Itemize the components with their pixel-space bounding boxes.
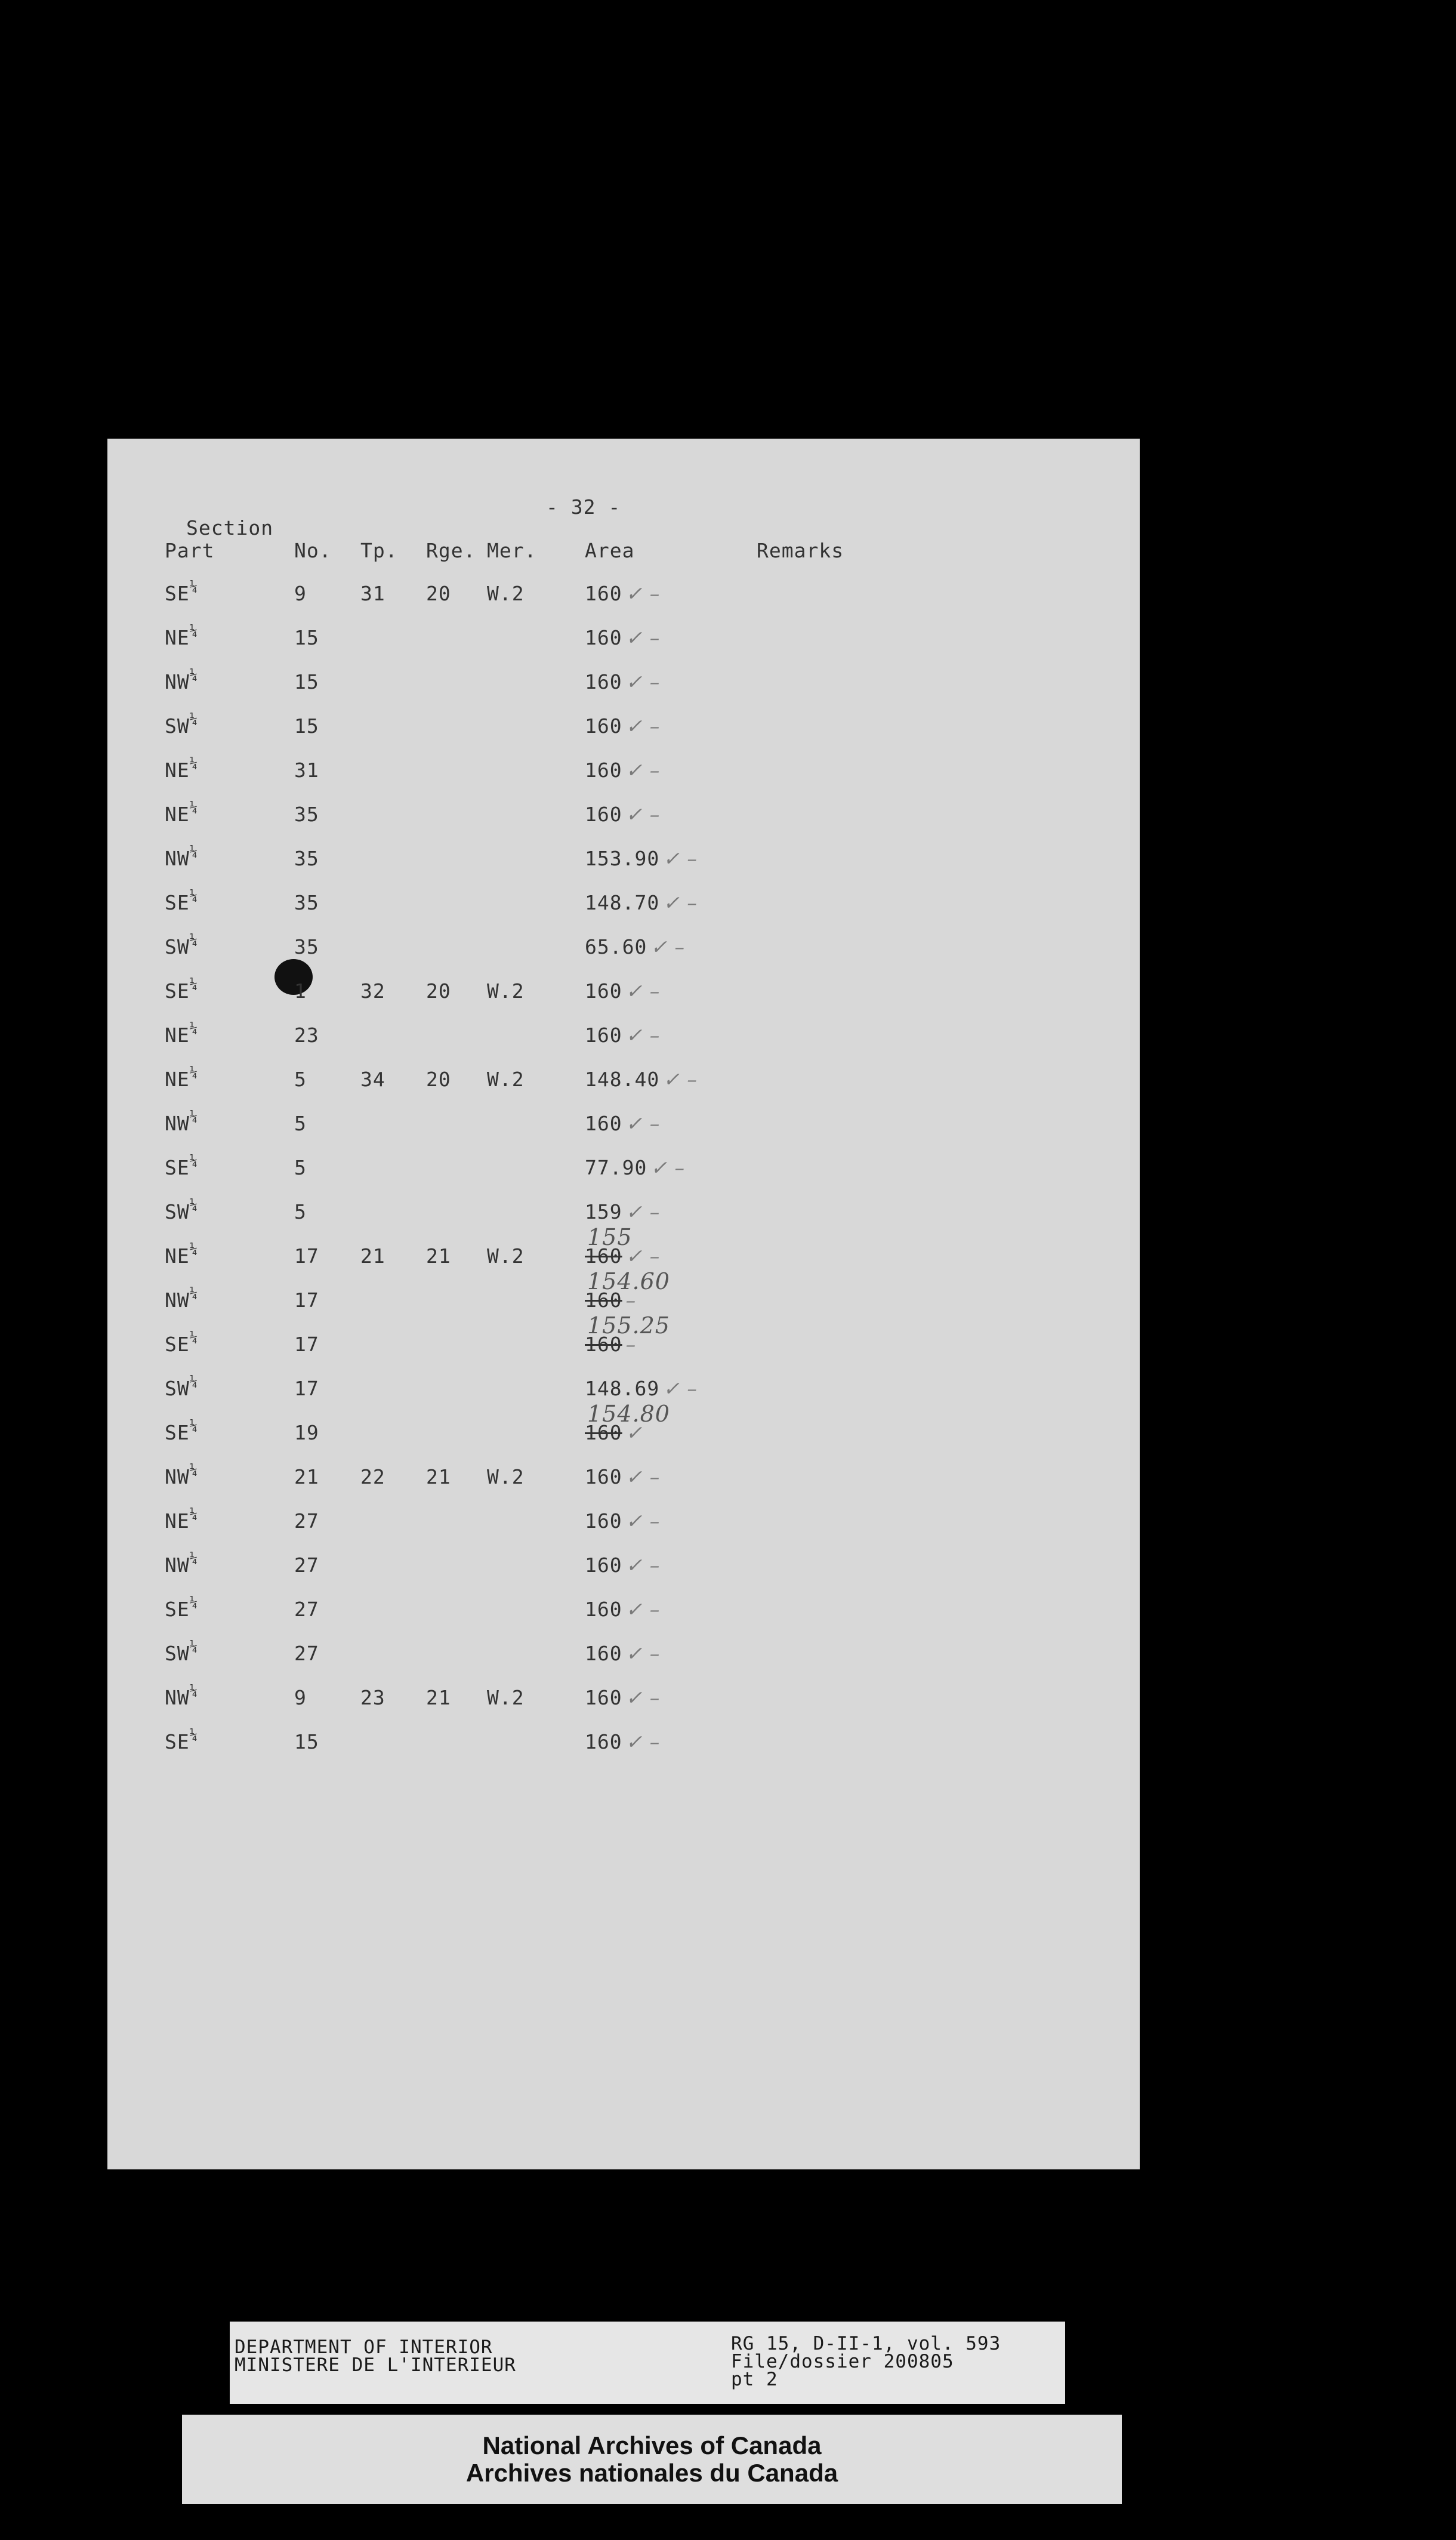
cell-area [585,670,660,693]
check-mark: ✓ – [663,1377,698,1400]
cell-area [585,1598,660,1621]
archive-name-french: Archives nationales du Canada [465,2459,838,2487]
area-value: 160 [585,1244,622,1268]
area-value: 65.60 [585,935,647,958]
check-mark: ✓ – [663,847,698,870]
quarter-fraction: ¼ [189,712,198,727]
cell-no: 35 [294,935,319,958]
quarter-fraction: ¼ [189,1330,198,1345]
cell-area [585,1024,660,1047]
cell-part [165,626,198,649]
part-text: SE [165,1421,190,1444]
part-text: NE [165,1244,190,1268]
quarter-fraction: ¼ [189,933,198,948]
cell-part [165,670,198,693]
quarter-fraction: ¼ [189,800,198,815]
check-mark: ✓ – [625,1465,661,1488]
cell-area [585,1068,698,1091]
cell-area [585,582,660,605]
punch-hole [274,959,313,995]
area-value: 160 [585,582,622,605]
quarter-fraction: ¼ [189,1595,198,1610]
cell-part [165,1156,198,1179]
check-mark: ✓ – [625,803,661,826]
cell-no: 5 [294,1112,307,1135]
cell-part [165,1244,198,1268]
cell-no: 9 [294,1686,307,1709]
cell-area [585,1553,660,1577]
cell-mer: W.2 [487,1244,525,1268]
area-value: 160 [585,670,622,693]
cell-mer: W.2 [487,1686,525,1709]
part-text: NE [165,1068,190,1091]
quarter-fraction: ¼ [189,1463,198,1478]
reference-part: pt 2 [731,2369,778,2390]
check-mark: – [625,1333,637,1356]
part-text: NE [165,1509,190,1533]
cell-no: 15 [294,714,319,738]
area-value: 160 [585,714,622,738]
part-text: NE [165,803,190,826]
cell-part [165,1465,198,1488]
part-text: NW [165,1686,190,1709]
department-english: DEPARTMENT OF INTERIOR [235,2336,493,2358]
part-text: NE [165,626,190,649]
cell-no: 31 [294,759,319,782]
cell-area [585,1377,698,1400]
check-mark: ✓ – [625,1200,661,1223]
part-text: SW [165,714,190,738]
cell-no: 21 [294,1465,319,1488]
cell-mer: W.2 [487,979,525,1003]
cell-no: 35 [294,847,319,870]
area-value: 148.70 [585,891,660,914]
cell-area [585,1112,660,1135]
cell-part [165,1421,198,1444]
cell-tp: 22 [360,1465,385,1488]
quarter-fraction: ¼ [189,1065,198,1080]
cell-part [165,1686,198,1709]
cell-no: 17 [294,1289,319,1312]
cell-rge: 21 [426,1244,451,1268]
part-text: NE [165,759,190,782]
header-area: Area [585,539,635,562]
cell-rge: 20 [426,979,451,1003]
cell-area [585,1156,685,1179]
cell-tp: 23 [360,1686,385,1709]
area-value: 160 [585,1289,622,1312]
cell-part [165,1509,198,1533]
cell-area [585,714,660,738]
check-mark: – [625,1289,637,1312]
cell-tp: 32 [360,979,385,1003]
part-text: NW [165,1289,190,1312]
department-french: MINISTERE DE L'INTERIEUR [235,2354,516,2376]
area-value: 159 [585,1200,622,1223]
part-text: SW [165,935,190,958]
cell-part [165,844,198,870]
quarter-fraction: ¼ [189,1286,198,1301]
part-text: SE [165,979,190,1003]
area-value: 160 [585,1598,622,1621]
cell-part [165,579,198,605]
cell-mer: W.2 [487,1465,525,1488]
header-mer: Mer. [487,539,537,562]
cell-tp: 31 [360,582,385,605]
quarter-fraction: ¼ [189,1419,198,1434]
handwritten-correction: 154.80 [587,1401,670,1427]
area-value: 160 [585,759,622,782]
cell-no: 5 [294,1200,307,1223]
handwritten-correction: 155.25 [587,1312,670,1339]
cell-rge: 21 [426,1686,451,1709]
area-value: 160 [585,1730,622,1753]
header-tp: Tp. [360,539,398,562]
cell-part [165,756,198,782]
quarter-fraction: ¼ [189,756,198,771]
header-rge: Rge. [426,539,476,562]
area-value: 160 [585,1024,622,1047]
cell-rge: 21 [426,1465,451,1488]
area-value: 153.90 [585,847,660,870]
cell-area [585,847,698,870]
area-value: 160 [585,1112,622,1135]
cell-part [165,1553,198,1577]
handwritten-correction: 154.60 [587,1268,670,1294]
cell-no: 27 [294,1553,319,1577]
quarter-fraction: ¼ [189,1109,198,1124]
area-value: 148.40 [585,1068,660,1091]
check-mark: ✓ – [625,1642,661,1665]
check-mark: ✓ – [625,1509,661,1533]
cell-part [165,979,198,1003]
archive-name-english: National Archives of Canada [482,2431,822,2459]
check-mark: ✓ – [650,935,685,958]
area-value: 160 [585,1509,622,1533]
part-text: SE [165,582,190,605]
page-number: - 32 - [546,495,621,519]
cell-area [585,935,685,958]
area-value: 160 [585,979,622,1003]
check-mark: ✓ – [625,582,661,605]
cell-area [585,1730,660,1753]
cell-no: 15 [294,670,319,693]
quarter-fraction: ¼ [189,1507,198,1522]
cell-part [165,1286,198,1312]
document-page [107,439,1140,2169]
check-mark: ✓ – [625,626,661,649]
cell-no: 5 [294,1156,307,1179]
header-remarks: Remarks [757,539,844,562]
check-mark: ✓ – [625,759,661,782]
quarter-fraction: ¼ [189,1374,198,1389]
area-value: 160 [585,1553,622,1577]
archive-name-banner [182,2415,1122,2504]
quarter-fraction: ¼ [189,624,198,639]
cell-no: 35 [294,803,319,826]
part-text: NW [165,670,190,693]
check-mark: ✓ [625,1421,643,1444]
cell-part [165,891,198,914]
check-mark: ✓ – [625,1112,661,1135]
header-part: Part [165,539,215,562]
area-value: 160 [585,1333,622,1356]
cell-no: 23 [294,1024,319,1047]
quarter-fraction: ¼ [189,1728,198,1743]
cell-area [585,891,698,914]
check-mark: ✓ – [663,1068,698,1091]
cell-part [165,1021,198,1047]
cell-area [585,1465,660,1488]
cell-part [165,1330,198,1356]
cell-area [585,1200,660,1223]
cell-no: 9 [294,582,307,605]
part-text: SE [165,1598,190,1621]
quarter-fraction: ¼ [189,1639,198,1654]
cell-part [165,1109,198,1135]
part-text: SE [165,1730,190,1753]
cell-area [585,626,660,649]
area-value: 160 [585,803,622,826]
cell-part [165,1374,198,1400]
cell-area [585,1686,660,1709]
check-mark: ✓ – [625,1024,661,1047]
check-mark: ✓ – [663,891,698,914]
cell-no: 1 [294,979,307,1003]
area-value: 160 [585,1421,622,1444]
cell-part [165,1595,198,1621]
cell-no: 5 [294,1068,307,1091]
cell-part [165,1730,198,1753]
cell-part [165,1200,198,1223]
cell-no: 15 [294,1730,319,1753]
cell-area [585,1642,660,1665]
cell-no: 27 [294,1598,319,1621]
cell-no: 17 [294,1244,319,1268]
part-text: NW [165,847,190,870]
cell-rge: 20 [426,1068,451,1091]
reference-volume: RG 15, D-II-1, vol. 593 [731,2333,1001,2354]
area-value: 160 [585,1686,622,1709]
cell-part [165,714,198,738]
cell-no: 17 [294,1377,319,1400]
cell-part [165,935,198,958]
part-text: NW [165,1112,190,1135]
cell-part [165,800,198,826]
quarter-fraction: ¼ [189,1198,198,1213]
part-text: SW [165,1377,190,1400]
cell-area [585,1509,660,1533]
cell-part [165,1065,198,1091]
cell-area [585,803,660,826]
check-mark: ✓ – [625,1244,661,1268]
quarter-fraction: ¼ [189,844,198,859]
part-text: SE [165,1156,190,1179]
cell-no: 35 [294,891,319,914]
area-value: 160 [585,626,622,649]
quarter-fraction: ¼ [189,889,198,904]
quarter-fraction: ¼ [189,977,198,992]
cell-rge: 20 [426,582,451,605]
cell-no: 19 [294,1421,319,1444]
part-text: SE [165,1333,190,1356]
cell-no: 27 [294,1509,319,1533]
check-mark: ✓ – [625,1598,661,1621]
cell-no: 15 [294,626,319,649]
check-mark: ✓ – [625,670,661,693]
part-text: SW [165,1200,190,1223]
part-text: SW [165,1642,190,1665]
cell-area [585,979,660,1003]
area-value: 77.90 [585,1156,647,1179]
cell-mer: W.2 [487,582,525,605]
reference-file: File/dossier 200805 [731,2351,954,2372]
part-text: SE [165,891,190,914]
area-value: 160 [585,1642,622,1665]
quarter-fraction: ¼ [189,668,198,683]
cell-tp: 34 [360,1068,385,1091]
header-no: No. [294,539,332,562]
area-value: 160 [585,1465,622,1488]
area-value: 148.69 [585,1377,660,1400]
cell-tp: 21 [360,1244,385,1268]
cell-part [165,1639,198,1665]
quarter-fraction: ¼ [189,1154,198,1169]
quarter-fraction: ¼ [189,579,198,594]
header-section: Section [186,516,274,540]
check-mark: ✓ – [625,1553,661,1577]
part-text: NW [165,1465,190,1488]
part-text: NW [165,1553,190,1577]
quarter-fraction: ¼ [189,1242,198,1257]
cell-no: 27 [294,1642,319,1665]
check-mark: ✓ – [625,979,661,1003]
quarter-fraction: ¼ [189,1684,198,1699]
check-mark: ✓ – [650,1156,685,1179]
check-mark: ✓ – [625,1686,661,1709]
quarter-fraction: ¼ [189,1551,198,1566]
cell-mer: W.2 [487,1068,525,1091]
check-mark: ✓ – [625,714,661,738]
check-mark: ✓ – [625,1730,661,1753]
archive-reference-label [230,2322,1065,2404]
part-text: NE [165,1024,190,1047]
quarter-fraction: ¼ [189,1021,198,1036]
cell-area [585,759,660,782]
handwritten-correction: 155 [587,1224,633,1250]
cell-no: 17 [294,1333,319,1356]
